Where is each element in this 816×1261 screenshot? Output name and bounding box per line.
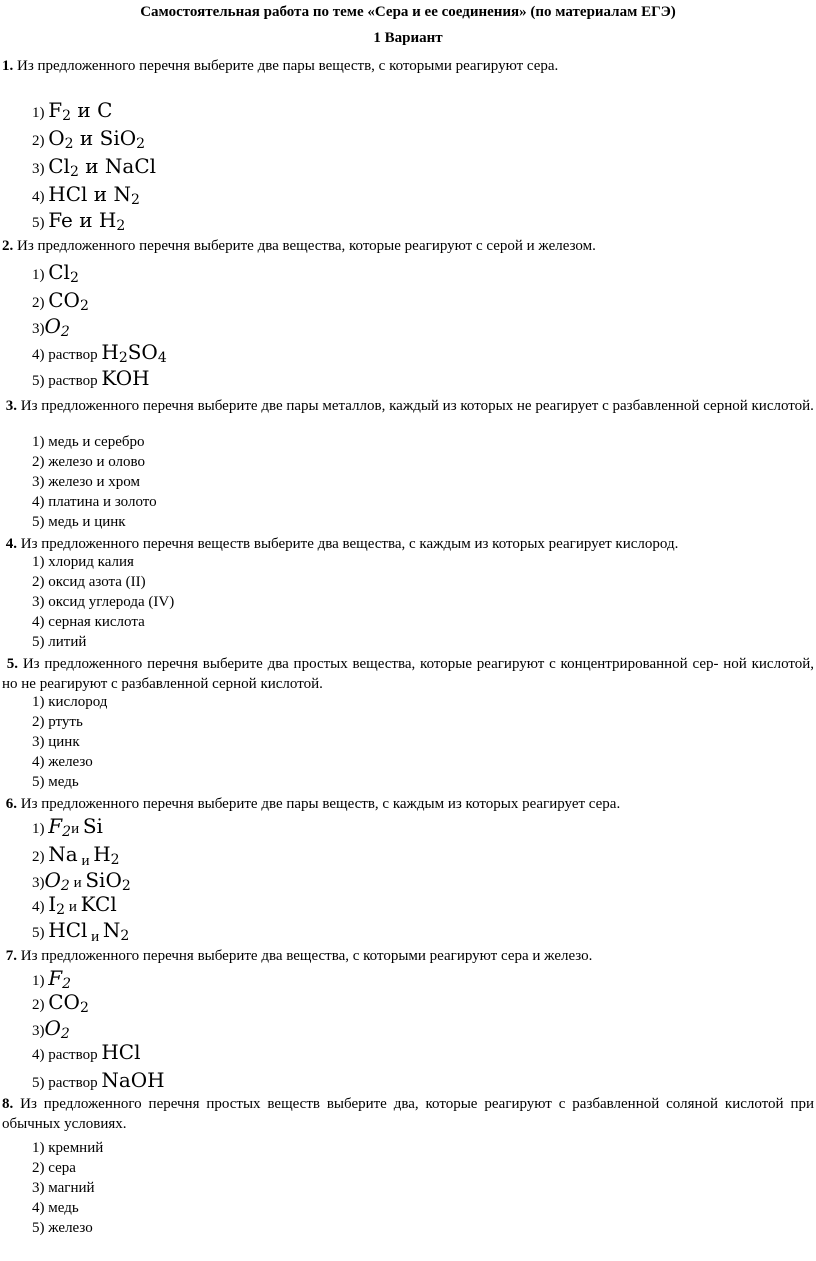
q8-option-5: 5) железо: [32, 1220, 93, 1236]
q8-option-2: 2) сера: [32, 1160, 76, 1176]
q4-option-4: 4) серная кислота: [32, 614, 145, 630]
q3-option-5: 5) медь и цинк: [32, 514, 126, 530]
q8-option-4: 4) медь: [32, 1200, 79, 1216]
q4-option-2: 2) оксид азота (II): [32, 574, 146, 590]
q3-option-2: 2) железо и олово: [32, 454, 146, 470]
q7-option-2: 2) CO2: [32, 990, 89, 1016]
variant-heading: 1 Вариант: [373, 30, 443, 46]
q3-option-4: 4) платина и золото: [32, 494, 157, 510]
q6-option-3: 3)O2 и SiO2: [32, 868, 131, 894]
q4-option-5: 5) литий: [32, 634, 87, 650]
q8-option-1: 1) кремний: [32, 1140, 104, 1156]
question-2: 2. Из предложенного перечня выберите два вещества, которые реагируют с серой и железом.: [2, 238, 596, 254]
question-5: 5. Из предложенного перечня выберите два простых вещества, которые реагируют с концентрированной сер- ной кислотой, но не реагируют с разбавленной серной кислотой.: [2, 656, 815, 692]
q1-option-5: 5) Fe и H2: [32, 208, 126, 234]
q6-option-1: 1) F2и Si: [32, 814, 103, 840]
q4-option-3: 3) оксид углерода (IV): [32, 594, 175, 610]
q7-option-4: 4) раствор HCl: [32, 1040, 141, 1064]
q7-option-1: 1) F2: [32, 966, 72, 992]
q6-option-2: 2) Na и H2: [32, 842, 120, 869]
q2-option-4: 4) раствор H2SO4: [32, 340, 167, 366]
question-8: 8. Из предложенного перечня простых веществ выберите два, которые реагируют с разбавленной соляной кислотой при обычных условиях.: [2, 1096, 815, 1132]
q5-option-1: 1) кислород: [32, 694, 108, 710]
q1-option-2: 2) O2 и SiO2: [32, 126, 146, 152]
q3-option-3: 3) железо и хром: [32, 474, 140, 490]
question-1: 1. Из предложенного перечня выберите две пары веществ, с которыми реагируют сера.: [2, 58, 559, 74]
q7-option-3: 3)O2: [32, 1016, 70, 1042]
q2-option-1: 1) Cl2: [32, 260, 79, 286]
q5-option-2: 2) ртуть: [32, 714, 83, 730]
q2-option-3: 3)O2: [32, 314, 70, 340]
q6-option-4: 4) I2 и KCl: [32, 892, 117, 918]
q2-option-5: 5) раствор KOH: [32, 366, 150, 390]
q5-option-3: 3) цинк: [32, 734, 80, 750]
question-7: 7. Из предложенного перечня выберите два вещества, с которыми реагируют сера и железо.: [5, 948, 593, 964]
q2-option-2: 2) CO2: [32, 288, 89, 314]
q7-option-5: 5) раствор NaOH: [32, 1068, 165, 1092]
q1-option-3: 3) Cl2 и NaCl: [32, 154, 157, 180]
question-3: 3. Из предложенного перечня выберите две пары металлов, каждый из которых не реагирует с разбавленной серной кислотой.: [5, 398, 814, 414]
q4-option-1: 1) хлорид калия: [32, 554, 134, 570]
q5-option-4: 4) железо: [32, 754, 93, 770]
q6-option-5: 5) HCl и N2: [32, 918, 130, 945]
question-4: 4. Из предложенного перечня веществ выберите два вещества, с каждым из которых реагирует кислород.: [5, 536, 679, 552]
question-6: 6. Из предложенного перечня выберите две пары веществ, с каждым из которых реагирует сера.: [5, 796, 621, 812]
q1-option-4: 4) HCl и N2: [32, 182, 140, 208]
q8-option-3: 3) магний: [32, 1180, 95, 1196]
page-title: Самостоятельная работа по теме «Сера и ее соединения» (по материалам ЕГЭ): [140, 4, 676, 20]
q1-option-1: 1) F2 и C: [32, 98, 113, 124]
q3-option-1: 1) медь и серебро: [32, 434, 145, 450]
q5-option-5: 5) медь: [32, 774, 79, 790]
